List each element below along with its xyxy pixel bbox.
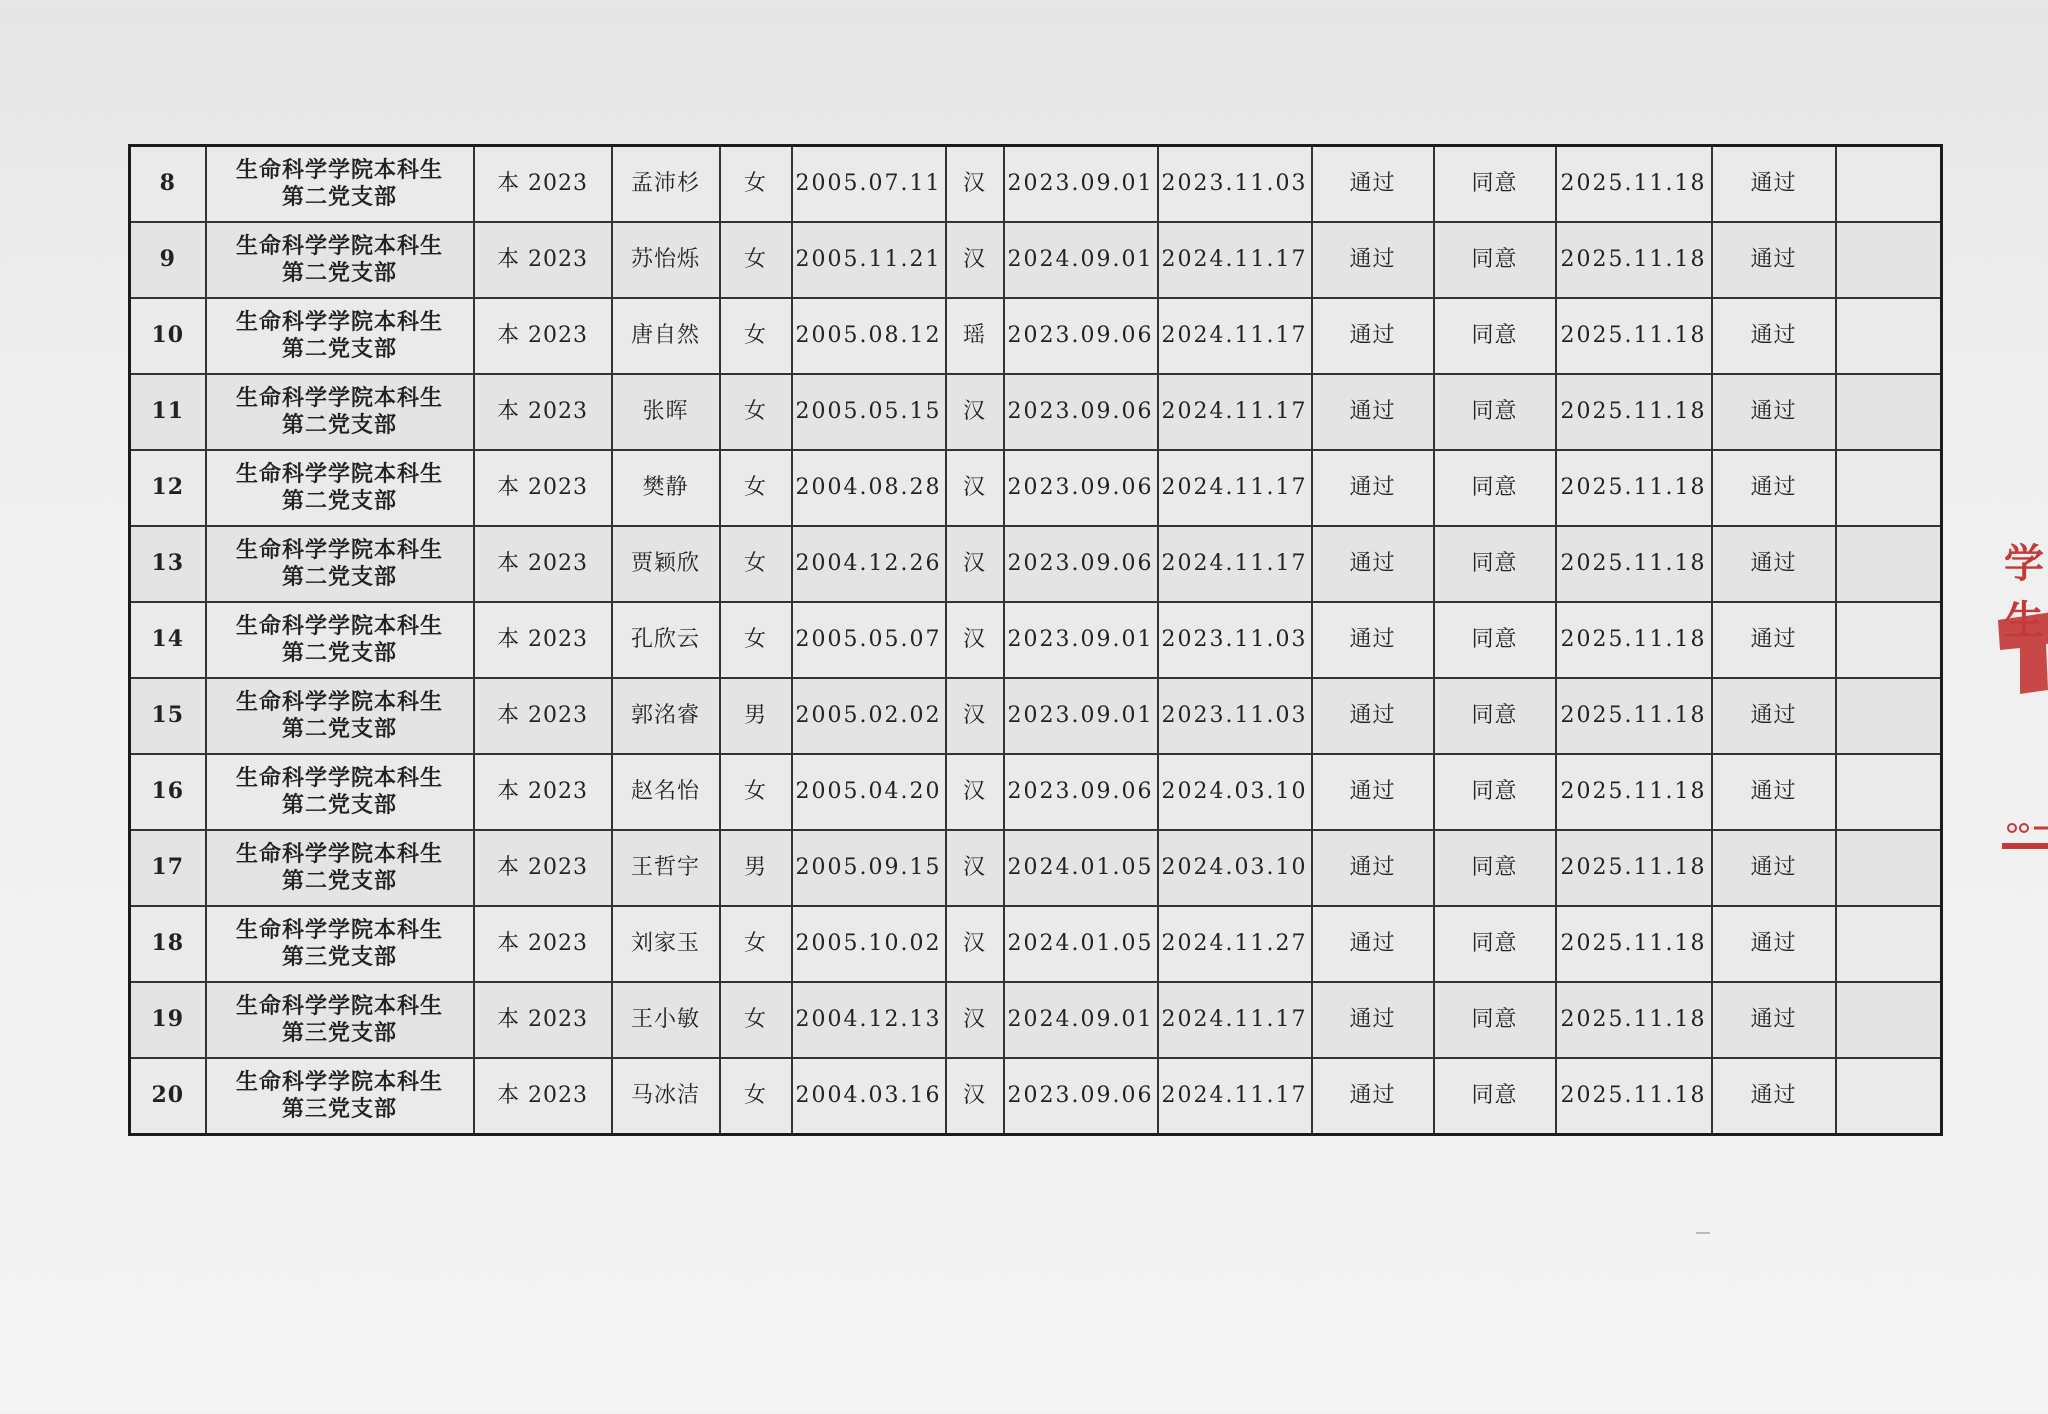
- cell-party-branch: [206, 1058, 474, 1135]
- cell-gender: 女: [720, 526, 792, 602]
- cell-final-result: 通过: [1712, 374, 1836, 450]
- cell-grade: 本 2023: [474, 982, 612, 1058]
- table-row: [130, 602, 1942, 678]
- table-row: [130, 678, 1942, 754]
- branch-line-1: 生命科学学院本科生: [235, 384, 443, 411]
- cell-index: 10: [130, 298, 206, 374]
- branch-line-2: 第三党支部: [281, 1096, 397, 1122]
- cell-party-branch: [206, 602, 474, 678]
- cell-date-a: 2023.09.06: [1004, 526, 1158, 602]
- cell-gender: 女: [720, 374, 792, 450]
- cell-grade: 本 2023: [474, 298, 612, 374]
- branch-line-2: 第二党支部: [281, 640, 397, 666]
- cell-date-b: 2024.11.17: [1158, 298, 1312, 374]
- cell-review-result: 通过: [1312, 222, 1434, 298]
- branch-line-2: 第二党支部: [281, 792, 397, 818]
- cell-index: 12: [130, 450, 206, 526]
- cell-note: [1836, 298, 1942, 374]
- cell-consent: 同意: [1434, 754, 1556, 830]
- seal-text: 学生: [2004, 540, 2040, 644]
- cell-consent: 同意: [1434, 678, 1556, 754]
- cell-index: 9: [130, 222, 206, 298]
- cell-consent: 同意: [1434, 222, 1556, 298]
- table-row: [130, 982, 1942, 1058]
- cell-party-branch: [206, 222, 474, 298]
- cell-date-a: 2023.09.06: [1004, 374, 1158, 450]
- cell-grade: 本 2023: [474, 450, 612, 526]
- branch-line-2: 第二党支部: [281, 184, 397, 210]
- cell-date-a: 2023.09.01: [1004, 602, 1158, 678]
- cell-ethnicity: 汉: [946, 146, 1004, 223]
- cell-date-b: 2024.11.17: [1158, 982, 1312, 1058]
- cell-final-result: 通过: [1712, 982, 1836, 1058]
- cell-grade: 本 2023: [474, 754, 612, 830]
- cell-final-result: 通过: [1712, 754, 1836, 830]
- cell-ethnicity: 汉: [946, 374, 1004, 450]
- table-row: [130, 906, 1942, 982]
- cell-index: 18: [130, 906, 206, 982]
- cell-ethnicity: 汉: [946, 1058, 1004, 1135]
- cell-review-result: 通过: [1312, 526, 1434, 602]
- cell-grade: 本 2023: [474, 374, 612, 450]
- cell-name: 樊静: [612, 450, 720, 526]
- cell-index: 17: [130, 830, 206, 906]
- branch-line-1: 生命科学学院本科生: [235, 156, 443, 183]
- table-row: [130, 298, 1942, 374]
- cell-date-a: 2023.09.01: [1004, 678, 1158, 754]
- cell-review-result: 通过: [1312, 906, 1434, 982]
- cell-date-c: 2025.11.18: [1556, 222, 1712, 298]
- cell-birth-date: 2005.08.12: [792, 298, 946, 374]
- cell-final-result: 通过: [1712, 906, 1836, 982]
- branch-line-2: 第三党支部: [281, 944, 397, 970]
- cell-review-result: 通过: [1312, 678, 1434, 754]
- cell-date-a: 2023.09.06: [1004, 450, 1158, 526]
- branch-line-1: 生命科学学院本科生: [235, 308, 443, 335]
- branch-line-2: 第二党支部: [281, 716, 397, 742]
- table-row: [130, 450, 1942, 526]
- cell-name: 孔欣云: [612, 602, 720, 678]
- cell-note: [1836, 1058, 1942, 1135]
- cell-review-result: 通过: [1312, 374, 1434, 450]
- cell-note: [1836, 602, 1942, 678]
- roster-body: [130, 146, 1942, 1135]
- table-row: [130, 526, 1942, 602]
- cell-ethnicity: 瑶: [946, 298, 1004, 374]
- cell-ethnicity: 汉: [946, 830, 1004, 906]
- branch-line-2: 第二党支部: [281, 564, 397, 590]
- cell-date-a: 2023.09.01: [1004, 146, 1158, 223]
- cell-party-branch: [206, 754, 474, 830]
- cell-ethnicity: 汉: [946, 222, 1004, 298]
- cell-note: [1836, 982, 1942, 1058]
- cell-grade: 本 2023: [474, 526, 612, 602]
- cell-review-result: 通过: [1312, 602, 1434, 678]
- cell-review-result: 通过: [1312, 982, 1434, 1058]
- cell-birth-date: 2004.08.28: [792, 450, 946, 526]
- cell-final-result: 通过: [1712, 830, 1836, 906]
- branch-line-2: 第三党支部: [281, 1020, 397, 1046]
- cell-consent: 同意: [1434, 450, 1556, 526]
- cell-index: 15: [130, 678, 206, 754]
- cell-grade: 本 2023: [474, 830, 612, 906]
- branch-line-1: 生命科学学院本科生: [235, 232, 443, 259]
- cell-date-b: 2024.11.17: [1158, 222, 1312, 298]
- cell-index: 14: [130, 602, 206, 678]
- cell-party-branch: [206, 906, 474, 982]
- branch-line-2: 第二党支部: [281, 868, 397, 894]
- cell-note: [1836, 146, 1942, 223]
- cell-name: 苏怡烁: [612, 222, 720, 298]
- cell-date-b: 2024.11.17: [1158, 526, 1312, 602]
- cell-name: 郭洺睿: [612, 678, 720, 754]
- branch-line-2: 第二党支部: [281, 412, 397, 438]
- cell-consent: 同意: [1434, 1058, 1556, 1135]
- cell-party-branch: [206, 678, 474, 754]
- cell-review-result: 通过: [1312, 146, 1434, 223]
- cell-date-a: 2024.01.05: [1004, 830, 1158, 906]
- cell-gender: 男: [720, 830, 792, 906]
- cell-review-result: 通过: [1312, 830, 1434, 906]
- cell-final-result: 通过: [1712, 222, 1836, 298]
- cell-ethnicity: 汉: [946, 678, 1004, 754]
- cell-date-b: 2023.11.03: [1158, 146, 1312, 223]
- cell-name: 王小敏: [612, 982, 720, 1058]
- cell-birth-date: 2005.07.11: [792, 146, 946, 223]
- branch-line-1: 生命科学学院本科生: [235, 688, 443, 715]
- cell-date-c: 2025.11.18: [1556, 678, 1712, 754]
- cell-grade: 本 2023: [474, 678, 612, 754]
- cell-birth-date: 2004.12.26: [792, 526, 946, 602]
- cell-gender: 男: [720, 678, 792, 754]
- cell-name: 唐自然: [612, 298, 720, 374]
- cell-date-c: 2025.11.18: [1556, 1058, 1712, 1135]
- table-row: [130, 222, 1942, 298]
- cell-name: 张晖: [612, 374, 720, 450]
- branch-line-1: 生命科学学院本科生: [235, 840, 443, 867]
- cell-index: 19: [130, 982, 206, 1058]
- branch-line-1: 生命科学学院本科生: [235, 1068, 443, 1095]
- cell-party-branch: [206, 374, 474, 450]
- cell-name: 王哲宇: [612, 830, 720, 906]
- cell-final-result: 通过: [1712, 298, 1836, 374]
- cell-ethnicity: 汉: [946, 906, 1004, 982]
- table-row: [130, 1058, 1942, 1135]
- cell-date-a: 2024.09.01: [1004, 982, 1158, 1058]
- branch-line-1: 生命科学学院本科生: [235, 916, 443, 943]
- cell-name: 孟沛杉: [612, 146, 720, 223]
- cell-consent: 同意: [1434, 146, 1556, 223]
- cell-ethnicity: 汉: [946, 754, 1004, 830]
- cell-gender: 女: [720, 754, 792, 830]
- cell-party-branch: [206, 830, 474, 906]
- cell-date-b: 2023.11.03: [1158, 678, 1312, 754]
- cell-gender: 女: [720, 450, 792, 526]
- cell-consent: 同意: [1434, 602, 1556, 678]
- cell-gender: 女: [720, 222, 792, 298]
- cell-date-c: 2025.11.18: [1556, 906, 1712, 982]
- cell-ethnicity: 汉: [946, 602, 1004, 678]
- cell-index: 20: [130, 1058, 206, 1135]
- branch-line-1: 生命科学学院本科生: [235, 992, 443, 1019]
- cell-index: 11: [130, 374, 206, 450]
- branch-line-1: 生命科学学院本科生: [235, 536, 443, 563]
- cell-consent: 同意: [1434, 526, 1556, 602]
- table-row: [130, 146, 1942, 223]
- cell-note: [1836, 906, 1942, 982]
- cell-gender: 女: [720, 906, 792, 982]
- cell-gender: 女: [720, 982, 792, 1058]
- cell-date-a: 2023.09.06: [1004, 754, 1158, 830]
- cell-index: 13: [130, 526, 206, 602]
- cell-note: [1836, 678, 1942, 754]
- table-row: [130, 374, 1942, 450]
- cell-ethnicity: 汉: [946, 450, 1004, 526]
- cell-date-b: 2024.11.17: [1158, 374, 1312, 450]
- branch-line-1: 生命科学学院本科生: [235, 612, 443, 639]
- cell-index: 16: [130, 754, 206, 830]
- cell-grade: 本 2023: [474, 1058, 612, 1135]
- cell-date-c: 2025.11.18: [1556, 754, 1712, 830]
- cell-date-c: 2025.11.18: [1556, 526, 1712, 602]
- table-row: [130, 830, 1942, 906]
- member-roster-table: [128, 144, 1943, 1136]
- cell-date-c: 2025.11.18: [1556, 602, 1712, 678]
- cell-final-result: 通过: [1712, 678, 1836, 754]
- table-row: [130, 754, 1942, 830]
- branch-line-2: 第二党支部: [281, 260, 397, 286]
- cell-gender: 女: [720, 602, 792, 678]
- cell-note: [1836, 830, 1942, 906]
- cell-gender: 女: [720, 1058, 792, 1135]
- cell-note: [1836, 754, 1942, 830]
- cell-final-result: 通过: [1712, 1058, 1836, 1135]
- cell-gender: 女: [720, 298, 792, 374]
- branch-line-2: 第二党支部: [281, 488, 397, 514]
- cell-date-a: 2023.09.06: [1004, 1058, 1158, 1135]
- cell-name: 贾颖欣: [612, 526, 720, 602]
- cell-gender: 女: [720, 146, 792, 223]
- cell-grade: 本 2023: [474, 146, 612, 223]
- cell-review-result: 通过: [1312, 1058, 1434, 1135]
- paper-mark: [1696, 1232, 1710, 1234]
- cell-birth-date: 2005.10.02: [792, 906, 946, 982]
- cell-ethnicity: 汉: [946, 526, 1004, 602]
- cell-birth-date: 2004.03.16: [792, 1058, 946, 1135]
- cell-date-a: 2024.01.05: [1004, 906, 1158, 982]
- cell-party-branch: [206, 982, 474, 1058]
- cell-review-result: 通过: [1312, 450, 1434, 526]
- cell-party-branch: [206, 526, 474, 602]
- cell-date-a: 2023.09.06: [1004, 298, 1158, 374]
- cell-name: 刘家玉: [612, 906, 720, 982]
- cell-party-branch: [206, 146, 474, 223]
- cell-date-c: 2025.11.18: [1556, 298, 1712, 374]
- cell-review-result: 通过: [1312, 298, 1434, 374]
- cell-grade: 本 2023: [474, 906, 612, 982]
- cell-consent: 同意: [1434, 298, 1556, 374]
- cell-final-result: 通过: [1712, 450, 1836, 526]
- cell-birth-date: 2005.05.07: [792, 602, 946, 678]
- branch-line-1: 生命科学学院本科生: [235, 460, 443, 487]
- cell-consent: 同意: [1434, 830, 1556, 906]
- cell-date-b: 2024.11.17: [1158, 450, 1312, 526]
- cell-birth-date: 2005.05.15: [792, 374, 946, 450]
- cell-date-a: 2024.09.01: [1004, 222, 1158, 298]
- cell-consent: 同意: [1434, 982, 1556, 1058]
- cell-birth-date: 2004.12.13: [792, 982, 946, 1058]
- cell-birth-date: 2005.02.02: [792, 678, 946, 754]
- cell-date-c: 2025.11.18: [1556, 450, 1712, 526]
- cell-date-b: 2024.11.27: [1158, 906, 1312, 982]
- cell-note: [1836, 222, 1942, 298]
- cell-birth-date: 2005.09.15: [792, 830, 946, 906]
- cell-date-b: 2024.03.10: [1158, 830, 1312, 906]
- cell-name: 赵名怡: [612, 754, 720, 830]
- cell-review-result: 通过: [1312, 754, 1434, 830]
- cell-final-result: 通过: [1712, 602, 1836, 678]
- cell-date-b: 2024.03.10: [1158, 754, 1312, 830]
- cell-consent: 同意: [1434, 906, 1556, 982]
- cell-birth-date: 2005.04.20: [792, 754, 946, 830]
- cell-final-result: 通过: [1712, 146, 1836, 223]
- cell-name: 马冰洁: [612, 1058, 720, 1135]
- cell-note: [1836, 374, 1942, 450]
- cell-note: [1836, 526, 1942, 602]
- cell-consent: 同意: [1434, 374, 1556, 450]
- cell-ethnicity: 汉: [946, 982, 1004, 1058]
- cell-grade: 本 2023: [474, 602, 612, 678]
- cell-party-branch: [206, 450, 474, 526]
- cell-index: 8: [130, 146, 206, 223]
- cell-date-c: 2025.11.18: [1556, 982, 1712, 1058]
- cell-final-result: 通过: [1712, 526, 1836, 602]
- cell-date-b: 2023.11.03: [1158, 602, 1312, 678]
- branch-line-1: 生命科学学院本科生: [235, 764, 443, 791]
- red-seal-stamp: [1990, 510, 2048, 890]
- branch-line-2: 第二党支部: [281, 336, 397, 362]
- cell-date-c: 2025.11.18: [1556, 374, 1712, 450]
- cell-party-branch: [206, 298, 474, 374]
- cell-note: [1836, 450, 1942, 526]
- cell-birth-date: 2005.11.21: [792, 222, 946, 298]
- cell-grade: 本 2023: [474, 222, 612, 298]
- cell-date-c: 2025.11.18: [1556, 830, 1712, 906]
- cell-date-c: 2025.11.18: [1556, 146, 1712, 223]
- cell-date-b: 2024.11.17: [1158, 1058, 1312, 1135]
